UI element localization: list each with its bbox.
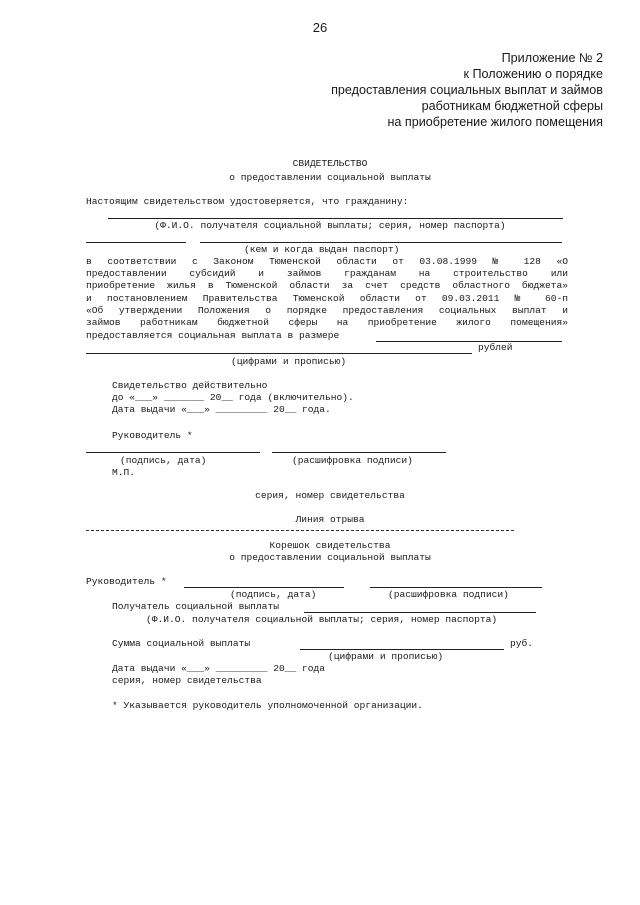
stub-sum-label: Сумма социальной выплаты [112, 638, 251, 649]
stub-head-label: Руководитель * [86, 576, 167, 587]
passport-line-right [200, 242, 562, 243]
stub-recipient-caption: (Ф.И.О. получателя социальной выплаты; серия, номер паспорта) [146, 614, 498, 625]
body-line-1: в соответствии с Законом Тюменской области от 03.08.1999 № 128 «О [86, 256, 568, 267]
appendix-line-1: Приложение № 2 [501, 51, 603, 65]
certificate-subtitle: о предоставлении социальной выплаты [229, 172, 431, 183]
valid-label: Свидетельство действительно [112, 380, 268, 391]
stub-rub-label: руб. [510, 638, 534, 649]
tear-line [86, 530, 514, 531]
stub-recipient-label: Получатель социальной выплаты [112, 601, 279, 612]
decode-line [272, 452, 446, 453]
body-line-4: и постановлением Правительства Тюменской области от 09.03.2011 № 60-п [86, 293, 568, 304]
amount-line-2 [86, 353, 472, 354]
stub-title: Корешок свидетельства [269, 540, 391, 551]
recipient-line [108, 218, 563, 219]
decode-caption: (расшифровка подписи) [292, 455, 413, 466]
body-line-7: предоставляется социальная выплата в размере [86, 330, 340, 341]
appendix-line-3: предоставления социальных выплат и займов [331, 83, 603, 97]
stub-issue-date: Дата выдачи «___» _________ 20__ года [112, 663, 326, 674]
appendix-line-4: работникам бюджетной сферы [421, 99, 603, 113]
signature-line [86, 452, 260, 453]
stub-recipient-line [304, 612, 536, 613]
stub-amount-caption: (цифрами и прописью) [328, 651, 444, 662]
certificate-intro: Настоящим свидетельством удостоверяется, что гражданину: [86, 196, 409, 207]
stub-decode-line [370, 587, 542, 588]
stub-decode-caption: (расшифровка подписи) [388, 589, 509, 600]
page-number: 26 [312, 20, 328, 35]
series-number: серия, номер свидетельства [255, 490, 405, 501]
appendix-line-5: на приобретение жилого помещения [387, 115, 603, 129]
amount-caption: (цифрами и прописью) [231, 356, 347, 367]
passport-caption: (кем и когда выдан паспорт) [244, 244, 400, 255]
issue-date: Дата выдачи «___» _________ 20__ года. [112, 404, 331, 415]
tear-line-label: Линия отрыва [295, 514, 365, 525]
stub-signature-caption: (подпись, дата) [230, 589, 317, 600]
body-line-2: предоставлении субсидий и займов гражданам на строительство или [86, 268, 568, 279]
stub-series-number: серия, номер свидетельства [112, 675, 262, 686]
footnote: * Указывается руководитель уполномоченной организации. [112, 700, 423, 711]
body-line-6: займов работникам бюджетной сферы на приобретение жилого помещения» [86, 317, 568, 328]
passport-line-left [86, 242, 186, 243]
head-label: Руководитель * [112, 430, 193, 441]
appendix-line-2: к Положению о порядке [463, 67, 603, 81]
amount-line-1 [376, 341, 562, 342]
rubles-label: рублей [478, 342, 513, 353]
valid-until: до «___» _______ 20__ года (включительно). [112, 392, 354, 403]
certificate-title: СВИДЕТЕЛЬСТВО [292, 158, 368, 169]
stub-subtitle: о предоставлении социальной выплаты [229, 552, 431, 563]
stub-sum-line [300, 649, 504, 650]
stub-signature-line [184, 587, 344, 588]
signature-caption: (подпись, дата) [120, 455, 207, 466]
recipient-caption: (Ф.И.О. получателя социальной выплаты; серия, номер паспорта) [154, 220, 506, 231]
body-line-5: «Об утверждении Положения о порядке предоставления социальных выплат и [86, 305, 568, 316]
body-line-3: приобретение жилья в Тюменской области за счет средств областного бюджета» [86, 280, 568, 291]
seal-label: М.П. [112, 467, 136, 478]
